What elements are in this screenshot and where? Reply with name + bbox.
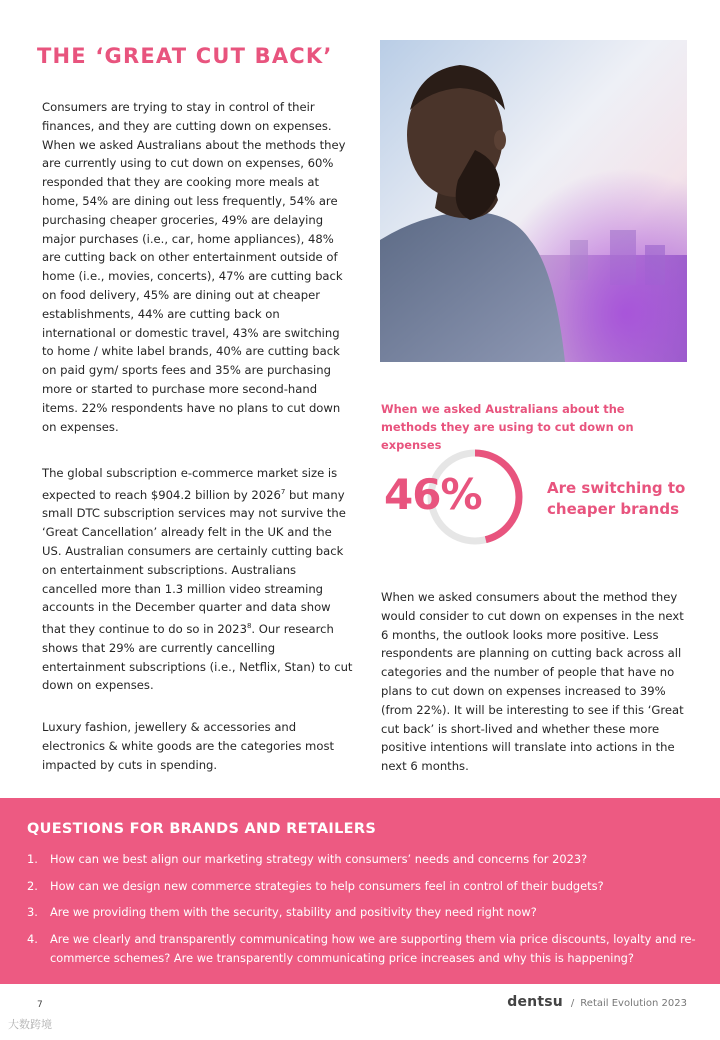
man-looking-out-photo [380, 40, 687, 362]
subscription-text-b: but many small DTC subscription services may not survive the ‘Great Cancellation’ already felt in the UK and the US. Australian consumers are certainly cutting back on entertainment subscriptions. Australians cancelled more than 1.3 million video streaming accounts in the December quarter and data show that they continue to do so in 2023 [42, 487, 346, 637]
questions-heading: QUESTIONS FOR BRANDS AND RETAILERS [27, 821, 377, 837]
footer-separator: / [570, 998, 575, 1009]
footnote-ref-7: 7 [280, 487, 286, 496]
categories-paragraph: Luxury fashion, jewellery & accessories and electronics & white goods are the categories most impacted by cuts in spending. [42, 720, 335, 772]
questions-banner [0, 798, 720, 984]
question-number: 1. [27, 852, 38, 866]
report-title: Retail Evolution 2023 [580, 998, 687, 1009]
question-number: 4. [27, 931, 38, 946]
page-title: THE ‘GREAT CUT BACK’ [37, 44, 333, 68]
question-item [27, 850, 697, 869]
subscription-text-a: The global subscription e-commerce market size is expected to reach $904.2 billion by 2026 [42, 466, 338, 502]
question-number: 3. [27, 905, 38, 919]
question-number: 2. [27, 878, 38, 893]
question-item [27, 930, 697, 968]
subscription-paragraph [42, 464, 354, 695]
watermark: 大数跨境 [8, 1018, 52, 1031]
footer-branding [507, 994, 687, 1010]
question-text: Are we providing them with the security, stability and positivity they need right now? [50, 905, 537, 919]
questions-list [27, 850, 697, 975]
stat-value: 46% [384, 470, 482, 519]
dentsu-logo: dentsu [507, 994, 563, 1010]
footnote-ref-8: 8 [246, 622, 252, 631]
question-text: How can we best align our marketing strategy with consumers’ needs and concerns for 2023? [50, 852, 588, 866]
question-item [27, 903, 697, 922]
question-item [27, 877, 697, 896]
intro-paragraph: Consumers are trying to stay in control of their finances, and they are cutting down on expenses. When we asked Australians about the methods they are currently using to cut down on expenses, 60% responded that they are cooking more meals at home, 54% are dining out less frequently, 54% are purchasing cheaper groceries, 49% are delaying major purchases (i.e., car, home appliances), 48% are cutting back on other entertainment outside of home (i.e., movies, concerts), 47% are cutting back on food delivery, 45% are dining out at cheaper establishments, 44% are cutting back on international or domestic travel, 43% are switching to home / white label brands, 40% are cutting back on paid gym/ sports fees and 35% are purchasing more or started to purchase more second-hand items. 22% respondents have no plans to cut down on expenses. [42, 100, 346, 434]
stat-caption: When we asked Australians about the methods they are using to cut down on expenses [381, 402, 634, 452]
page-number: 7 [37, 1000, 43, 1010]
question-text: How can we design new commerce strategies to help consumers feel in control of their budgets? [50, 878, 604, 893]
stat-label: Are switching to cheaper brands [547, 479, 686, 518]
outlook-paragraph: When we asked consumers about the method they would consider to cut down on expenses in the next 6 months, the outlook looks more positive. Less respondents are planning on cutting back across all categories and the number of people that have no plans to cut down on expenses increased to 39% (from 22%). It will be interesting to see if this ‘Great cut back’ is short-lived and whether these more positive intentions will translate into actions in the next 6 months. [381, 590, 684, 774]
question-text: Are we clearly and transparently communicating how we are supporting them via price discounts, loyalty and re-commerce schemes? Are we transparently communicating price increases and why this is happening? [50, 931, 696, 965]
subscription-text-c: . Our research shows that 29% are currently cancelling entertainment subscriptions (i.e., Netflix, Stan) to cut down on expenses. [42, 622, 353, 693]
